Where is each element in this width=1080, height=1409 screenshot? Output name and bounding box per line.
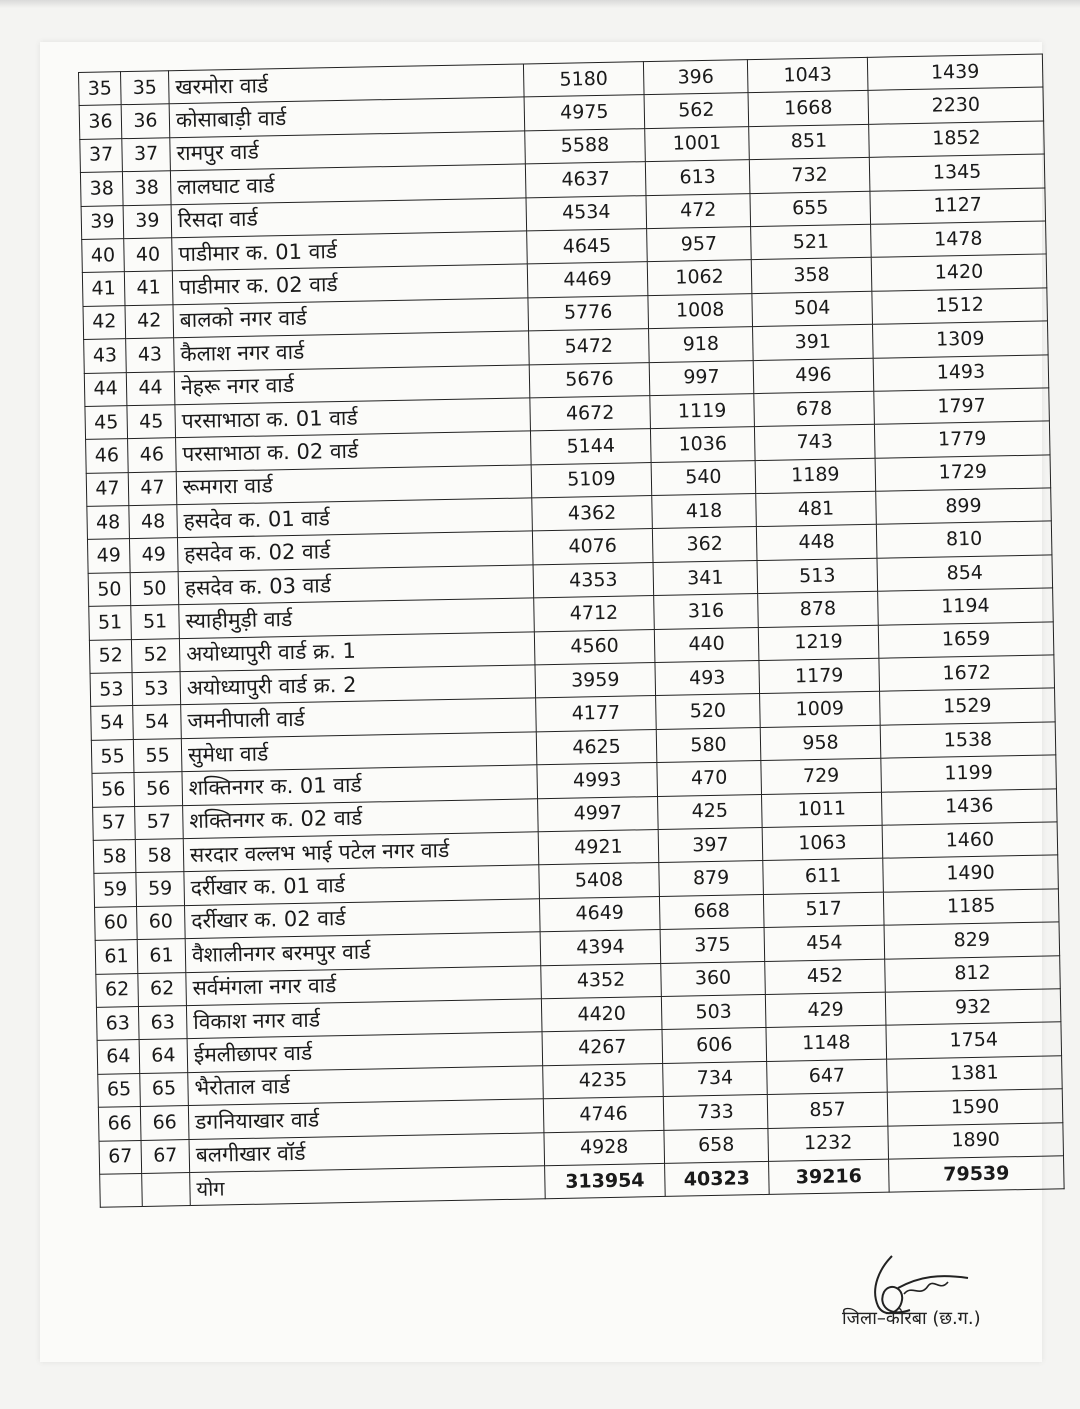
value-3-cell: 1179: [759, 658, 880, 694]
value-1-cell: 5472: [529, 329, 650, 365]
total-value-2: 40323: [665, 1161, 770, 1196]
ward-name-cell: खरमोरा वार्ड: [168, 64, 524, 104]
ward-number-cell: 51: [131, 605, 180, 639]
value-1-cell: 4975: [524, 95, 645, 131]
ward-number-cell: 42: [125, 304, 174, 338]
ward-number-cell: 58: [135, 839, 184, 873]
ward-number-cell: 56: [134, 772, 183, 806]
value-1-cell: 4469: [527, 262, 648, 298]
value-1-cell: 4672: [530, 395, 651, 431]
total-ward-no-cell: [142, 1172, 191, 1206]
value-3-cell: 732: [749, 157, 870, 193]
value-3-cell: 358: [751, 258, 872, 294]
value-2-cell: 341: [653, 560, 758, 595]
ward-number-cell: 67: [141, 1139, 190, 1173]
ward-name-cell: कैलाश नगर वार्ड: [174, 331, 530, 371]
value-4-cell: 829: [884, 922, 1060, 959]
ward-name-cell: अयोध्यापुरी वार्ड क्र. 1: [179, 631, 535, 671]
ward-name-cell: दर्रीखार क. 02 वार्ड: [185, 899, 541, 939]
value-2-cell: 613: [645, 160, 750, 195]
value-1-cell: 4921: [538, 829, 659, 865]
value-2-cell: 580: [656, 727, 761, 762]
value-1-cell: 4712: [534, 596, 655, 632]
value-4-cell: 2230: [868, 87, 1044, 124]
serial-number-cell: 44: [84, 372, 127, 406]
value-1-cell: 4649: [539, 896, 660, 932]
value-1-cell: 4235: [543, 1063, 664, 1099]
ward-number-cell: 59: [136, 872, 185, 906]
serial-number-cell: 37: [80, 138, 123, 172]
value-2-cell: 440: [654, 627, 759, 662]
ward-number-cell: 43: [126, 338, 175, 372]
ward-name-cell: सरदार वल्लभ भाई पटेल नगर वार्ड: [183, 832, 539, 872]
value-3-cell: 678: [754, 391, 875, 427]
ward-name-cell: दर्रीखार क. 01 वार्ड: [184, 865, 540, 905]
value-4-cell: 1420: [871, 254, 1047, 291]
value-2-cell: 396: [643, 60, 748, 95]
value-4-cell: 810: [876, 521, 1052, 558]
value-3-cell: 391: [753, 324, 874, 360]
value-2-cell: 425: [658, 794, 763, 829]
value-4-cell: 1729: [875, 455, 1051, 492]
ward-number-cell: 57: [135, 805, 184, 839]
value-4-cell: 1797: [874, 388, 1050, 425]
value-2-cell: 879: [659, 861, 764, 896]
value-2-cell: 493: [655, 661, 760, 696]
value-1-cell: 5109: [531, 462, 652, 498]
value-1-cell: 4420: [541, 996, 662, 1032]
value-3-cell: 1668: [748, 91, 869, 127]
serial-number-cell: 36: [79, 105, 122, 139]
value-3-cell: 743: [754, 425, 875, 461]
serial-number-cell: 48: [87, 506, 130, 540]
serial-number-cell: 60: [95, 906, 138, 940]
ward-name-cell: सुमेधा वार्ड: [181, 732, 537, 772]
ward-name-cell: स्याहीमुड़ी वार्ड: [179, 598, 535, 638]
value-1-cell: 4637: [525, 162, 646, 198]
value-1-cell: 4625: [536, 729, 657, 765]
value-2-cell: 472: [646, 193, 751, 228]
value-3-cell: 1009: [760, 692, 881, 728]
value-3-cell: 429: [765, 992, 886, 1028]
value-4-cell: 1199: [881, 755, 1057, 792]
value-3-cell: 1148: [766, 1025, 887, 1061]
value-1-cell: 4394: [540, 930, 661, 966]
serial-number-cell: 58: [93, 840, 136, 874]
ward-number-cell: 61: [137, 939, 186, 973]
ward-number-cell: 41: [124, 271, 173, 305]
serial-number-cell: 38: [80, 172, 123, 206]
value-2-cell: 362: [652, 527, 757, 562]
serial-number-cell: 50: [88, 572, 131, 606]
value-4-cell: 1890: [888, 1122, 1064, 1159]
value-4-cell: 1127: [870, 188, 1046, 225]
value-2-cell: 734: [663, 1061, 768, 1096]
value-3-cell: 496: [753, 358, 874, 394]
value-4-cell: 1490: [883, 855, 1059, 892]
value-3-cell: 513: [757, 558, 878, 594]
ward-number-cell: 62: [138, 972, 187, 1006]
ward-name-cell: नेहरू नगर वार्ड: [174, 364, 530, 404]
value-4-cell: 1345: [869, 154, 1045, 191]
value-4-cell: 1754: [886, 1022, 1062, 1059]
value-4-cell: 1659: [878, 622, 1054, 659]
value-3-cell: 1232: [768, 1126, 889, 1162]
value-1-cell: 5144: [530, 429, 651, 465]
value-1-cell: 4997: [538, 796, 659, 832]
value-3-cell: 647: [767, 1059, 888, 1095]
ward-name-cell: डगनियाखार वार्ड: [188, 1099, 544, 1139]
ward-voter-table: [78, 53, 1065, 1208]
value-4-cell: 1779: [874, 421, 1050, 458]
value-1-cell: 5676: [529, 362, 650, 398]
value-4-cell: 1512: [872, 288, 1048, 325]
value-3-cell: 521: [751, 224, 872, 260]
value-2-cell: 360: [661, 961, 766, 996]
value-3-cell: 1011: [761, 792, 882, 828]
serial-number-cell: 67: [99, 1140, 142, 1174]
serial-number-cell: 65: [98, 1073, 141, 1107]
total-serial-cell: [100, 1173, 143, 1207]
value-1-cell: 5776: [528, 295, 649, 331]
value-4-cell: 1672: [879, 655, 1055, 692]
total-value-3: 39216: [769, 1159, 890, 1195]
value-4-cell: 1439: [867, 54, 1043, 91]
value-2-cell: 397: [658, 827, 763, 862]
value-2-cell: 1119: [650, 393, 755, 428]
value-4-cell: 1852: [869, 121, 1045, 158]
value-4-cell: 932: [885, 989, 1061, 1026]
ward-number-cell: 64: [139, 1039, 188, 1073]
ward-number-cell: 40: [124, 238, 173, 272]
value-2-cell: 1008: [648, 293, 753, 328]
value-1-cell: 4534: [526, 195, 647, 231]
value-4-cell: 1309: [872, 321, 1048, 358]
value-4-cell: 1590: [887, 1089, 1063, 1126]
serial-number-cell: 42: [83, 305, 126, 339]
value-2-cell: 997: [649, 360, 754, 395]
value-1-cell: 4560: [534, 629, 655, 665]
ward-number-cell: 52: [131, 638, 180, 672]
value-1-cell: 4362: [532, 496, 653, 532]
ward-number-cell: 48: [129, 505, 178, 539]
ward-name-cell: परसाभाठा क. 02 वार्ड: [176, 431, 532, 471]
ward-number-cell: 36: [121, 104, 170, 138]
value-1-cell: 5408: [539, 863, 660, 899]
value-1-cell: 4993: [537, 763, 658, 799]
value-2-cell: 316: [654, 594, 759, 629]
total-value-1: 313954: [545, 1163, 666, 1199]
ward-name-cell: रिसदा वार्ड: [171, 197, 527, 237]
ward-number-cell: 39: [123, 204, 172, 238]
value-3-cell: 504: [752, 291, 873, 327]
ward-number-cell: 37: [122, 138, 171, 172]
value-3-cell: 1189: [755, 458, 876, 494]
value-3-cell: 958: [760, 725, 881, 761]
value-2-cell: 470: [657, 761, 762, 796]
value-2-cell: 668: [659, 894, 764, 929]
ward-name-cell: रामपुर वार्ड: [170, 131, 526, 171]
value-3-cell: 655: [750, 191, 871, 227]
value-3-cell: 481: [756, 491, 877, 527]
serial-number-cell: 55: [91, 739, 134, 773]
total-value-4: 79539: [889, 1156, 1065, 1193]
value-3-cell: 729: [761, 758, 882, 794]
serial-number-cell: 52: [89, 639, 132, 673]
ward-number-cell: 63: [138, 1006, 187, 1040]
serial-number-cell: 53: [90, 673, 133, 707]
value-4-cell: 1493: [873, 354, 1049, 391]
serial-number-cell: 51: [89, 606, 132, 640]
value-4-cell: 1460: [882, 822, 1058, 859]
value-4-cell: 1381: [887, 1056, 1063, 1093]
ward-name-cell: विकाश नगर वार्ड: [186, 999, 542, 1039]
ward-number-cell: 53: [132, 672, 181, 706]
serial-number-cell: 66: [98, 1107, 141, 1141]
ward-name-cell: शक्तिनगर क. 01 वार्ड: [182, 765, 538, 805]
value-2-cell: 957: [647, 227, 752, 262]
ward-number-cell: 65: [140, 1072, 189, 1106]
ward-name-cell: अयोध्यापुरी वार्ड क्र. 2: [180, 665, 536, 705]
ward-name-cell: शक्तिनगर क. 02 वार्ड: [183, 798, 539, 838]
ward-number-cell: 55: [133, 738, 182, 772]
ward-name-cell: ईमलीछापर वार्ड: [187, 1032, 543, 1072]
serial-number-cell: 39: [81, 205, 124, 239]
serial-number-cell: 54: [91, 706, 134, 740]
collector-signature: [840, 1248, 1020, 1348]
ward-name-cell: रूमगरा वार्ड: [176, 465, 532, 505]
value-1-cell: 4645: [527, 229, 648, 265]
serial-number-cell: 49: [87, 539, 130, 573]
value-2-cell: 562: [644, 93, 749, 128]
value-3-cell: 448: [756, 525, 877, 561]
value-2-cell: 1036: [650, 427, 755, 462]
value-3-cell: 611: [763, 859, 884, 895]
serial-number-cell: 40: [82, 239, 125, 273]
serial-number-cell: 43: [84, 339, 127, 373]
ward-name-cell: परसाभाठा क. 01 वार्ड: [175, 398, 531, 438]
value-2-cell: 503: [661, 994, 766, 1029]
serial-number-cell: 57: [93, 806, 136, 840]
value-3-cell: 851: [749, 124, 870, 160]
value-1-cell: 3959: [535, 663, 656, 699]
ward-name-cell: लालघाट वार्ड: [170, 164, 526, 204]
ward-number-cell: 60: [137, 905, 186, 939]
serial-number-cell: 46: [86, 439, 129, 473]
value-3-cell: 452: [765, 959, 886, 995]
ward-name-cell: जमनीपाली वार्ड: [181, 698, 537, 738]
value-2-cell: 606: [662, 1028, 767, 1063]
ward-number-cell: 45: [127, 405, 176, 439]
value-3-cell: 878: [758, 591, 879, 627]
value-4-cell: 812: [885, 955, 1061, 992]
ward-number-cell: 47: [128, 471, 177, 505]
ward-number-cell: 46: [128, 438, 177, 472]
value-1-cell: 5180: [523, 62, 644, 98]
ward-number-cell: 35: [121, 71, 170, 105]
ward-number-cell: 50: [130, 572, 179, 606]
value-1-cell: 4353: [533, 562, 654, 598]
ward-name-cell: कोसाबाड़ी वार्ड: [169, 97, 525, 137]
serial-number-cell: 61: [95, 940, 138, 974]
total-label: योग: [190, 1166, 546, 1206]
ward-number-cell: 38: [122, 171, 171, 205]
ward-name-cell: पाडीमार क. 02 वार्ड: [172, 264, 528, 304]
serial-number-cell: 35: [79, 72, 122, 106]
top-edge-shadow: [0, 0, 1080, 8]
value-4-cell: 854: [877, 555, 1053, 592]
ward-name-cell: हसदेव क. 01 वार्ड: [177, 498, 533, 538]
ward-name-cell: हसदेव क. 03 वार्ड: [178, 565, 534, 605]
ward-table-sheet: [78, 53, 1064, 1208]
serial-number-cell: 59: [94, 873, 137, 907]
value-3-cell: 1063: [762, 825, 883, 861]
value-1-cell: 4352: [541, 963, 662, 999]
value-2-cell: 1062: [647, 260, 752, 295]
ward-name-cell: सर्वमंगला नगर वार्ड: [186, 965, 542, 1005]
value-1-cell: 4928: [544, 1130, 665, 1166]
value-2-cell: 733: [663, 1095, 768, 1130]
serial-number-cell: 56: [92, 773, 135, 807]
value-4-cell: 1194: [878, 588, 1054, 625]
value-4-cell: 1185: [883, 889, 1059, 926]
value-4-cell: 1478: [871, 221, 1047, 258]
value-2-cell: 520: [656, 694, 761, 729]
ward-number-cell: 49: [129, 538, 178, 572]
value-4-cell: 1529: [880, 688, 1056, 725]
ward-rows: [79, 54, 1064, 1174]
value-3-cell: 517: [763, 892, 884, 928]
ward-name-cell: बलगीखार वॉर्ड: [189, 1132, 545, 1172]
ward-number-cell: 44: [126, 371, 175, 405]
serial-number-cell: 64: [97, 1040, 140, 1074]
serial-number-cell: 45: [85, 406, 128, 440]
serial-number-cell: 63: [96, 1006, 139, 1040]
value-2-cell: 375: [660, 928, 765, 963]
serial-number-cell: 41: [82, 272, 125, 306]
value-3-cell: 1043: [747, 57, 868, 93]
value-1-cell: 4076: [532, 529, 653, 565]
value-4-cell: 899: [876, 488, 1052, 525]
value-1-cell: 4746: [543, 1097, 664, 1133]
value-4-cell: 1436: [881, 788, 1057, 825]
value-3-cell: 454: [764, 925, 885, 961]
ward-number-cell: 54: [133, 705, 182, 739]
value-3-cell: 1219: [758, 625, 879, 661]
ward-name-cell: पाडीमार क. 01 वार्ड: [172, 231, 528, 271]
value-4-cell: 1538: [880, 722, 1056, 759]
value-2-cell: 540: [651, 460, 756, 495]
ward-name-cell: हसदेव क. 02 वार्ड: [177, 531, 533, 571]
value-2-cell: 658: [664, 1128, 769, 1163]
ward-name-cell: वैशालीनगर बरमपुर वार्ड: [185, 932, 541, 972]
value-2-cell: 918: [649, 327, 754, 362]
value-1-cell: 5588: [525, 128, 646, 164]
serial-number-cell: 47: [86, 472, 129, 506]
value-1-cell: 4267: [542, 1030, 663, 1066]
value-3-cell: 857: [767, 1092, 888, 1128]
value-2-cell: 1001: [645, 126, 750, 161]
ward-name-cell: भैरोताल वार्ड: [188, 1065, 544, 1105]
collector-office-label: जिला–कोरबा (छ.ग.): [842, 1308, 981, 1329]
ward-number-cell: 66: [140, 1106, 189, 1140]
ward-name-cell: बालको नगर वार्ड: [173, 298, 529, 338]
value-1-cell: 4177: [536, 696, 657, 732]
serial-number-cell: 62: [96, 973, 139, 1007]
value-2-cell: 418: [652, 494, 757, 529]
